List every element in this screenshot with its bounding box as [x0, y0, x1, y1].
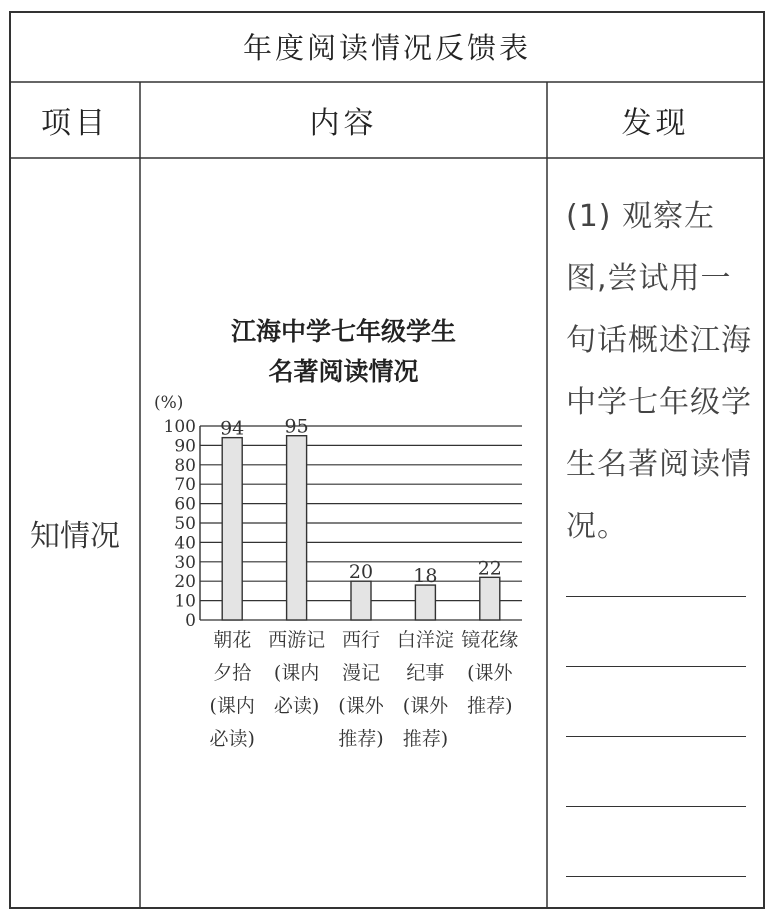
bar: [222, 438, 242, 620]
bar: [351, 581, 371, 620]
chart-title-line-2: 名著阅读情况: [268, 357, 419, 386]
answer-line: [566, 736, 746, 737]
category-label: 推荐): [402, 728, 449, 750]
y-tick-label: 20: [174, 572, 196, 593]
category-label: 朝花: [213, 629, 252, 651]
bar: [287, 436, 307, 620]
data-label: 94: [220, 417, 245, 440]
bar: [415, 585, 435, 620]
chart-title-line-1: 江海中学七年级学生: [230, 317, 456, 346]
answer-line: [566, 666, 746, 667]
y-tick-label: 80: [174, 455, 196, 476]
category-label: 夕拾: [213, 662, 252, 684]
row-label: 知情况: [30, 519, 120, 554]
data-label: 95: [284, 415, 309, 438]
category-label: 推荐): [338, 728, 384, 750]
y-tick-label: 50: [174, 514, 196, 534]
bar-chart: [140, 380, 547, 780]
y-tick-label: 70: [174, 475, 196, 496]
answer-line: [566, 876, 746, 877]
data-label: 20: [348, 561, 374, 584]
y-tick-label: 10: [174, 591, 196, 612]
question-text: (1) 观察左图,尝试用一句话概述江海中学七年级学生名著阅读情况。: [566, 199, 752, 544]
category-label: 西游记: [268, 629, 326, 651]
data-label: 18: [413, 565, 438, 588]
header-item: 项目: [41, 106, 109, 141]
header-finding: 发现: [621, 106, 690, 141]
category-label: 漫记: [341, 662, 381, 684]
category-label: (课外: [467, 662, 513, 684]
category-label: 推荐): [467, 695, 513, 717]
y-tick-label: 40: [174, 533, 196, 554]
category-label: 西行: [341, 629, 381, 651]
category-label: 纪事: [406, 662, 445, 684]
answer-line: [566, 596, 746, 597]
category-label: 必读): [209, 728, 255, 750]
bar: [480, 577, 500, 620]
category-label: (课内: [273, 662, 320, 684]
category-label: 镜花缘: [461, 629, 519, 651]
y-tick-label: 100: [163, 417, 196, 437]
answer-line: [566, 806, 746, 807]
category-label: (课内: [209, 695, 255, 717]
y-tick-label: 90: [174, 436, 196, 457]
y-tick-label: 60: [174, 494, 196, 515]
category-label: 必读): [273, 695, 320, 717]
table-title: 年度阅读情况反馈表: [242, 30, 531, 65]
header-content: 内容: [309, 106, 378, 141]
category-label: 白洋淀: [396, 629, 454, 651]
y-unit-label: (%): [154, 393, 184, 413]
y-tick-label: 30: [174, 552, 196, 573]
data-label: 22: [477, 557, 502, 580]
category-label: (课外: [402, 695, 449, 717]
category-label: (课外: [338, 695, 384, 717]
y-tick-label: 0: [185, 611, 196, 631]
